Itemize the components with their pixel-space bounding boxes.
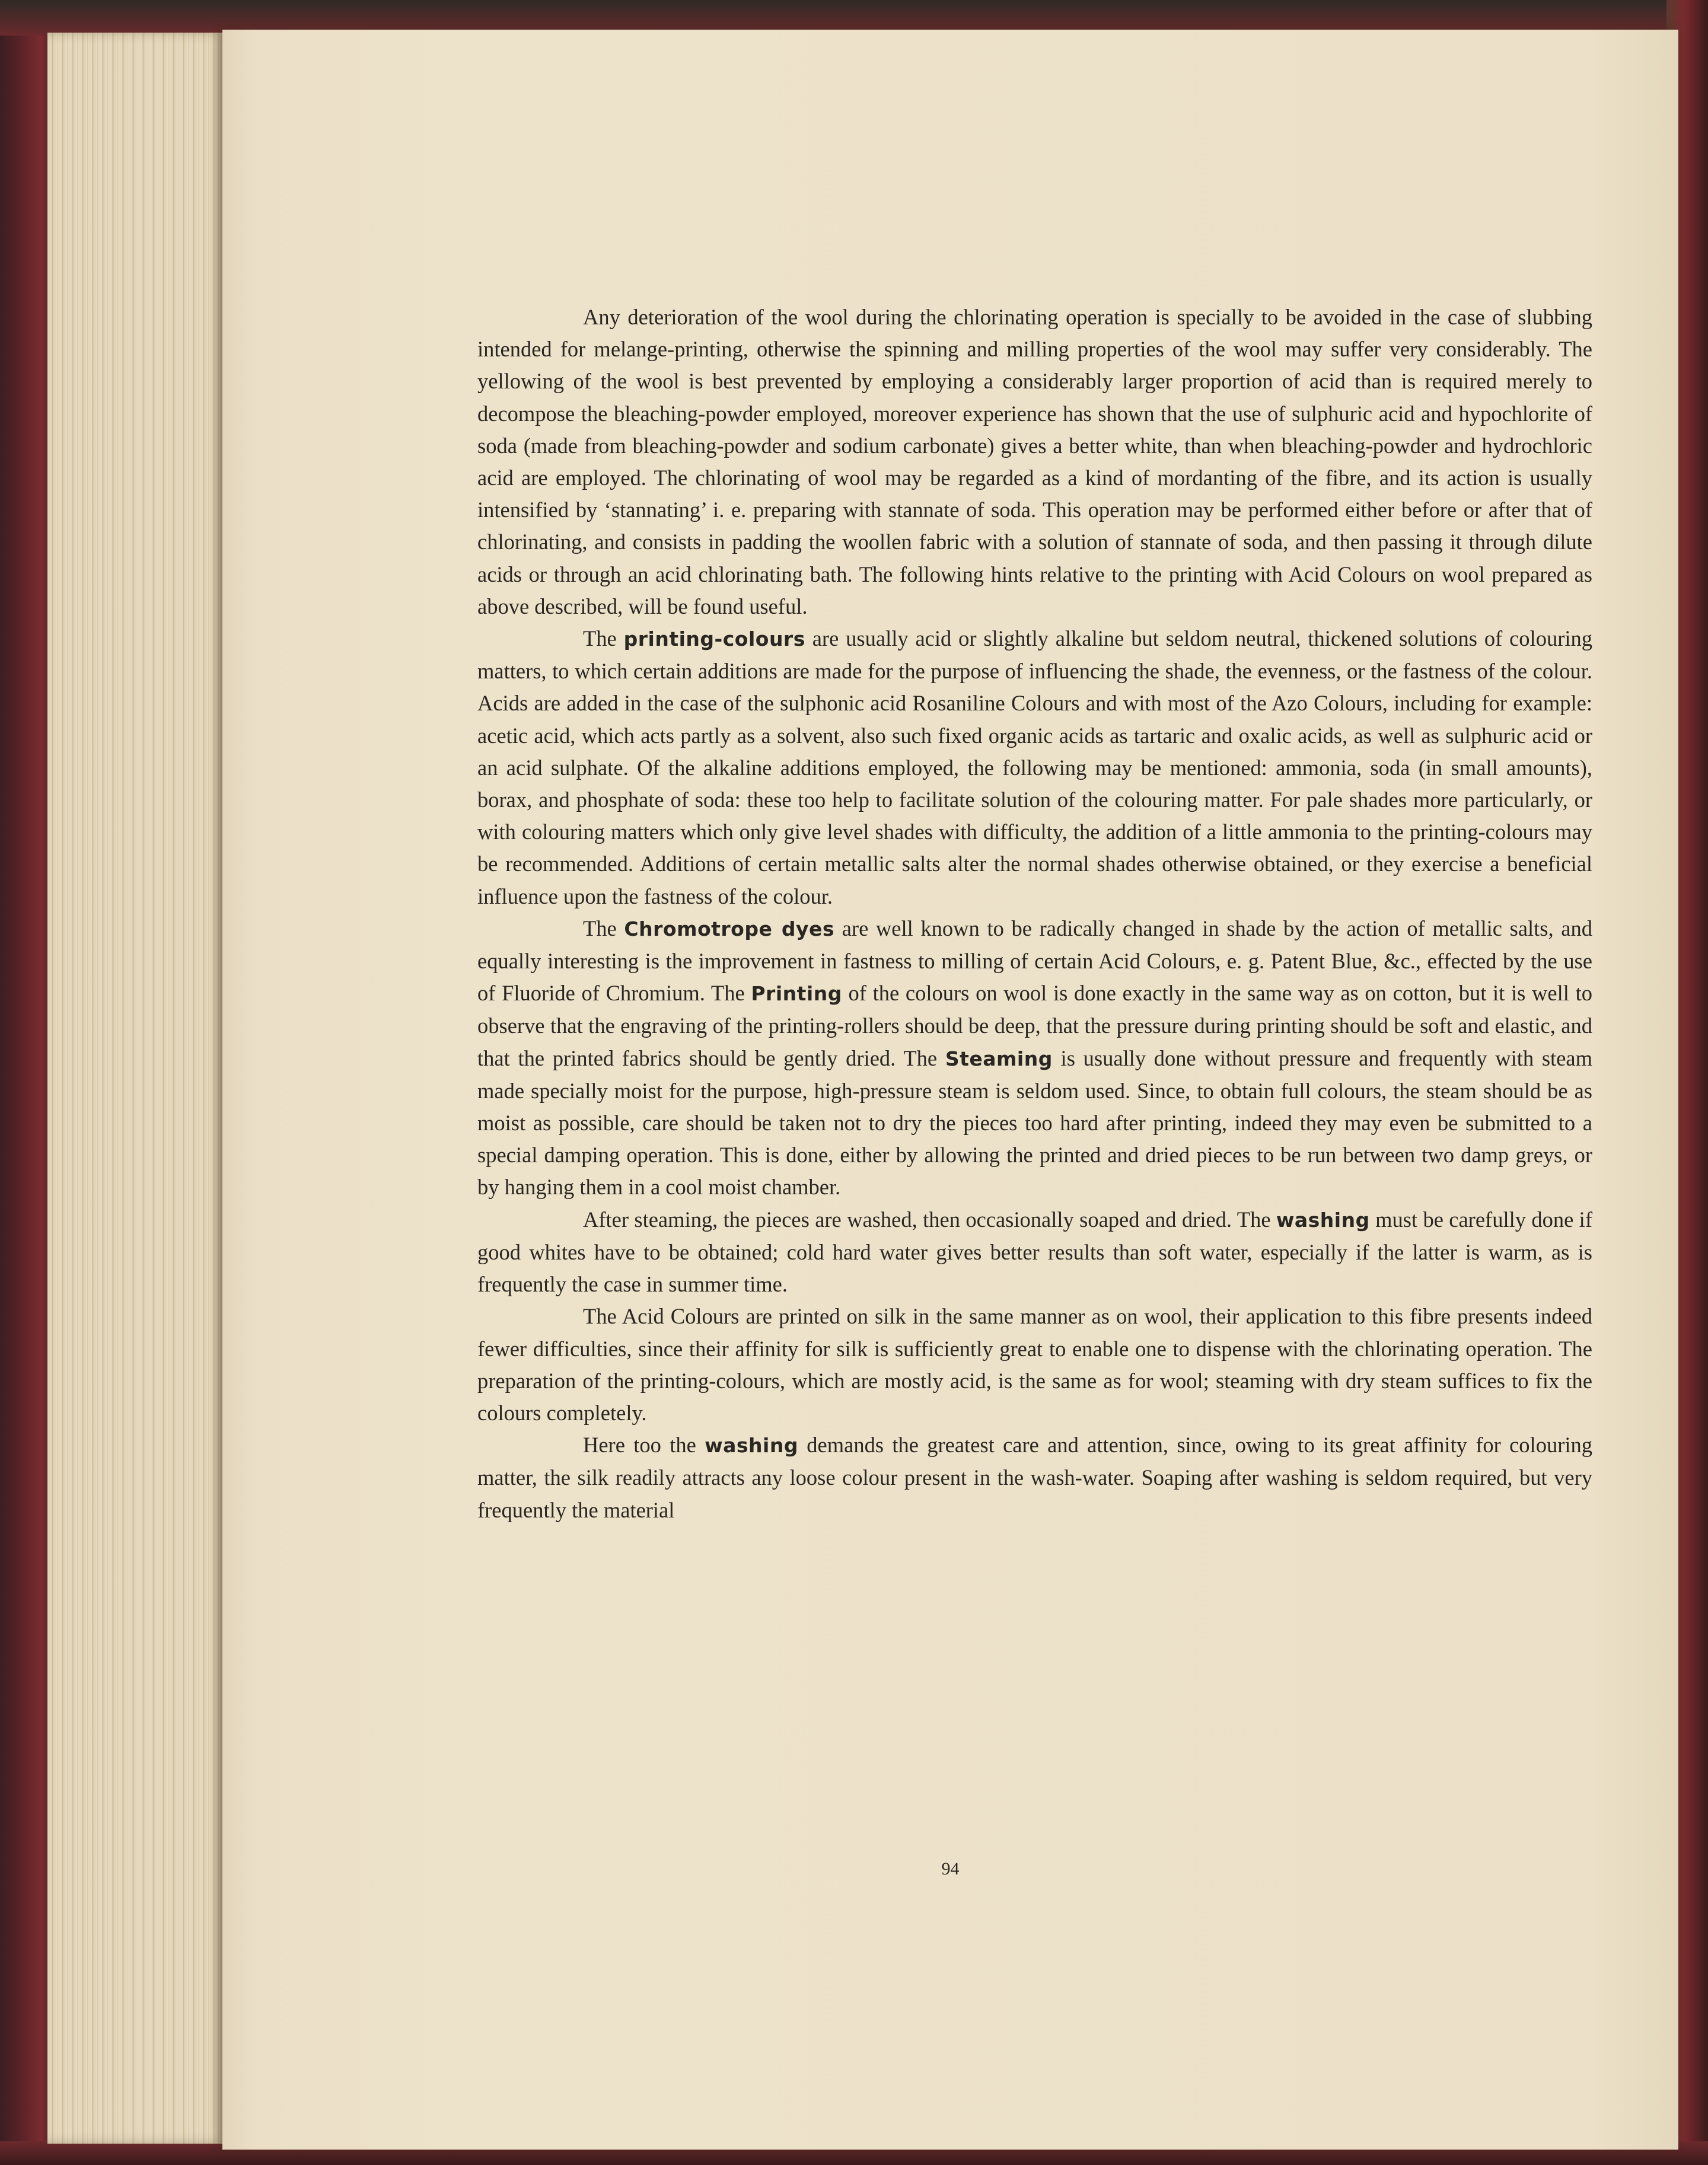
- text-run: demands the greatest care and attention, since, owing to its great affinity for colouring matter, the silk readily attracts any loose colour present in the wash-water. Soaping after washing is seldom required, but very frequently the material: [477, 1433, 1592, 1522]
- bold-term: printing-colours: [623, 627, 805, 651]
- paragraph: [477, 1300, 1592, 1429]
- text-run: After steaming, the pieces are washed, then occasionally soaped and dried. The: [583, 1207, 1276, 1232]
- stacked-page-edges: [47, 33, 225, 2144]
- text-run: are usually acid or slightly alkaline but seldom neutral, thickened solutions of colouring matters, to which certain additions are made for the purpose of influencing the shade, the evenness, or the fastness of the colour. Acids are added in the case of the sulphonic acid Rosaniline Colours and with most of the Azo Colours, including for example: acetic acid, which acts partly as a solvent, also such fixed organic acids as tartaric and oxalic acids, as well as sulphuric acid or an acid sulphate. Of the alkaline additions employed, the following may be mentioned: ammonia, soda (in small amounts), borax, and phosphate of soda: these too help to facilitate solution of the colouring matter. For pale shades more particularly, or with colouring matters which only give level shades with difficulty, the addition of a little ammonia to the printing-colours may be recommended. Additions of certain metallic salts alter the normal shades otherwise obtained, or they exercise a beneficial influence upon the fastness of the colour.: [477, 626, 1592, 908]
- paragraph: [477, 1204, 1592, 1301]
- text-run: The: [583, 626, 624, 651]
- bold-term: washing: [1276, 1208, 1370, 1232]
- text-run: The Acid Colours are printed on silk in the same manner as on wool, their application to this fibre presents indeed fewer difficulties, since their affinity for silk is sufficiently great to enable one to dispense with the chlorinating operation. The preparation of the printing-colours, which are mostly acid, is the same as for wool; steaming with dry steam suffices to fix the colours completely.: [477, 1304, 1592, 1425]
- body-text: [477, 301, 1592, 1526]
- text-run: Here too the: [583, 1433, 705, 1458]
- bold-term: washing: [705, 1434, 798, 1458]
- text-run: of the colours on wool is done exactly in the same way as on cotton, but it is well to observe that the engraving of the printing-rollers should be deep, that the pressure during printing should be soft and elastic, and that the printed fabrics should be gently dried. The: [477, 981, 1592, 1070]
- page-number: 94: [941, 1859, 960, 1879]
- text-run: Any deterioration of the wool during the chlorinating operation is specially to be avoided in the case of slubbing intended for melange-printing, otherwise the spinning and milling properties of the wool may suffer very considerably. The yellowing of the wool is best prevented by employing a considerably larger proportion of acid than is required merely to decompose the bleaching-powder employed, moreover experience has shown that the use of sulphuric acid and hypochlorite of soda (made from bleaching-powder and sodium carbonate) gives a better white, than when bleaching-powder and hydrochloric acid are employed. The chlorinating of wool may be regarded as a kind of mordanting of the fibre, and its action is usually intensified by ‘stannating’ i. e. preparing with stannate of soda. This operation may be performed either before or after that of chlorinating, and consists in padding the woollen fabric with a solution of stannate of soda, and then passing it through dilute acids or through an acid chlorinating bath. The following hints relative to the printing with Acid Colours on wool prepared as above described, will be found useful.: [477, 305, 1592, 618]
- paragraph: [477, 913, 1592, 1204]
- text-run: is usually done without pressure and frequently with steam made specially moist for the purpose, high-pressure steam is seldom used. Since, to obtain full colours, the steam should be as moist as possible, care should be taken not to dry the pieces too hard after printing, indeed they may even be submitted to a special damping operation. This is done, either by allowing the printed and dried pieces to be run between two damp greys, or by hanging them in a cool moist chamber.: [477, 1045, 1592, 1200]
- book-page: [222, 30, 1678, 2150]
- paragraph: [477, 1429, 1592, 1526]
- paragraph: [477, 623, 1592, 913]
- text-run: must be carefully done if good whites have to be obtained; cold hard water gives better results than soft water, especially if the latter is warm, as is frequently the case in summer time.: [477, 1207, 1592, 1297]
- bold-term: Printing: [751, 982, 842, 1006]
- text-run: The: [583, 916, 624, 940]
- paragraph: [477, 301, 1592, 623]
- text-run: are well known to be radically changed in shade by the action of metallic salts, and equally interesting is the improvement in fastness to milling of certain Acid Colours, e. g. Patent Blue, &c., effected by the use of Fluoride of Chromium. The: [477, 916, 1592, 1006]
- bold-term: Chromotrope dyes: [624, 917, 835, 940]
- bold-term: Steaming: [945, 1047, 1053, 1070]
